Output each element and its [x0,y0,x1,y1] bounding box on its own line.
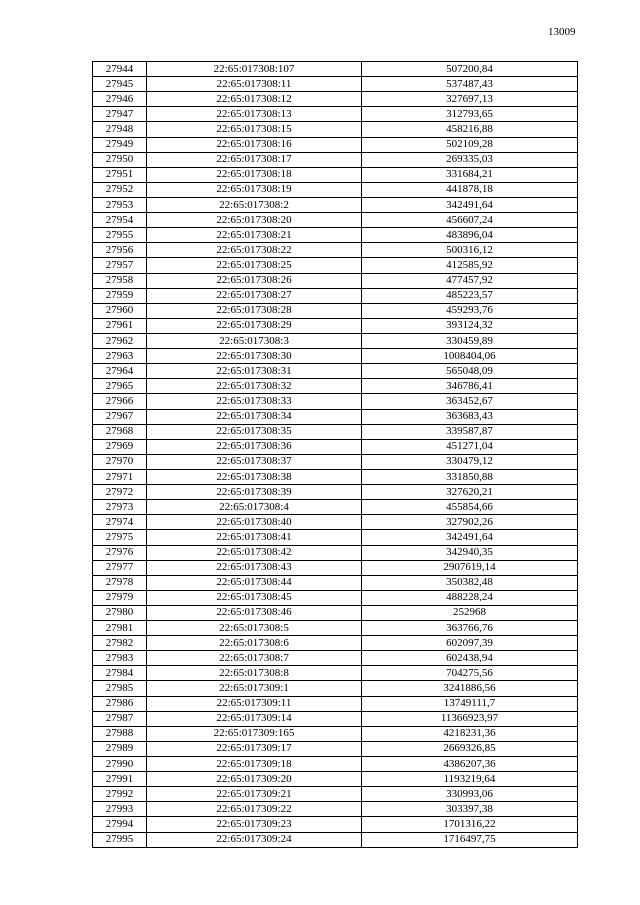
table-row [93,832,578,847]
value-cell: 602438,94 [362,651,578,666]
table-row [93,469,578,484]
value-cell: 342491,64 [362,530,578,545]
table-row [93,92,578,107]
row-number-cell: 27952 [93,182,147,197]
row-number-cell: 27969 [93,439,147,454]
table-row [93,530,578,545]
cadastral-number-cell: 22:65:017308:30 [147,349,362,364]
value-cell: 303397,38 [362,802,578,817]
cadastral-number-cell: 22:65:017308:3 [147,333,362,348]
table-row [93,213,578,228]
cadastral-number-cell: 22:65:017308:41 [147,530,362,545]
table-row [93,258,578,273]
cadastral-number-cell: 22:65:017308:15 [147,122,362,137]
value-cell: 393124,32 [362,318,578,333]
table-row [93,394,578,409]
value-cell: 312793,65 [362,107,578,122]
cadastral-value-table [92,61,578,848]
cadastral-number-cell: 22:65:017308:25 [147,258,362,273]
table-body [93,62,578,848]
table-row [93,802,578,817]
value-cell: 4218231,36 [362,726,578,741]
row-number-cell: 27983 [93,651,147,666]
table-row [93,197,578,212]
cadastral-number-cell: 22:65:017308:45 [147,590,362,605]
table-row [93,485,578,500]
row-number-cell: 27948 [93,122,147,137]
table-row [93,318,578,333]
value-cell: 269335,03 [362,152,578,167]
table-row [93,243,578,258]
row-number-cell: 27987 [93,711,147,726]
row-number-cell: 27995 [93,832,147,847]
table-row [93,182,578,197]
value-cell: 327902,26 [362,515,578,530]
row-number-cell: 27980 [93,605,147,620]
cadastral-number-cell: 22:65:017308:33 [147,394,362,409]
row-number-cell: 27965 [93,379,147,394]
value-cell: 4386207,36 [362,757,578,772]
table-row [93,107,578,122]
row-number-cell: 27967 [93,409,147,424]
row-number-cell: 27945 [93,77,147,92]
table-row [93,364,578,379]
row-number-cell: 27949 [93,137,147,152]
value-cell: 339587,87 [362,424,578,439]
table-row [93,666,578,681]
table-row [93,379,578,394]
value-cell: 565048,09 [362,364,578,379]
table-row [93,817,578,832]
row-number-cell: 27985 [93,681,147,696]
table-row [93,636,578,651]
table-row [93,439,578,454]
cadastral-number-cell: 22:65:017308:44 [147,575,362,590]
cadastral-number-cell: 22:65:017308:31 [147,364,362,379]
row-number-cell: 27955 [93,228,147,243]
cadastral-number-cell: 22:65:017308:13 [147,107,362,122]
page-number: 13009 [548,26,576,38]
value-cell: 602097,39 [362,636,578,651]
value-cell: 1716497,75 [362,832,578,847]
value-cell: 502109,28 [362,137,578,152]
cadastral-number-cell: 22:65:017309:1 [147,681,362,696]
row-number-cell: 27974 [93,515,147,530]
table-row [93,288,578,303]
value-cell: 507200,84 [362,62,578,77]
row-number-cell: 27957 [93,258,147,273]
value-cell: 704275,56 [362,666,578,681]
row-number-cell: 27977 [93,560,147,575]
row-number-cell: 27964 [93,364,147,379]
value-cell: 342491,64 [362,197,578,212]
value-cell: 455854,66 [362,500,578,515]
cadastral-number-cell: 22:65:017308:12 [147,92,362,107]
cadastral-number-cell: 22:65:017308:35 [147,424,362,439]
row-number-cell: 27979 [93,590,147,605]
value-cell: 1701316,22 [362,817,578,832]
cadastral-number-cell: 22:65:017309:17 [147,741,362,756]
row-number-cell: 27944 [93,62,147,77]
cadastral-number-cell: 22:65:017308:27 [147,288,362,303]
row-number-cell: 27956 [93,243,147,258]
cadastral-number-cell: 22:65:017308:21 [147,228,362,243]
cadastral-number-cell: 22:65:017308:29 [147,318,362,333]
table-row [93,545,578,560]
row-number-cell: 27973 [93,500,147,515]
cadastral-number-cell: 22:65:017309:11 [147,696,362,711]
value-cell: 363766,76 [362,621,578,636]
value-cell: 331850,88 [362,469,578,484]
value-cell: 477457,92 [362,273,578,288]
row-number-cell: 27994 [93,817,147,832]
cadastral-number-cell: 22:65:017308:2 [147,197,362,212]
row-number-cell: 27978 [93,575,147,590]
row-number-cell: 27966 [93,394,147,409]
row-number-cell: 27970 [93,454,147,469]
table-row [93,515,578,530]
cadastral-number-cell: 22:65:017308:6 [147,636,362,651]
row-number-cell: 27976 [93,545,147,560]
cadastral-number-cell: 22:65:017308:5 [147,621,362,636]
value-cell: 330993,06 [362,787,578,802]
cadastral-number-cell: 22:65:017308:39 [147,485,362,500]
table-row [93,741,578,756]
cadastral-number-cell: 22:65:017309:20 [147,772,362,787]
row-number-cell: 27986 [93,696,147,711]
cadastral-number-cell: 22:65:017308:28 [147,303,362,318]
cadastral-number-cell: 22:65:017308:17 [147,152,362,167]
value-cell: 458216,88 [362,122,578,137]
value-cell: 441878,18 [362,182,578,197]
cadastral-number-cell: 22:65:017309:14 [147,711,362,726]
table-row [93,651,578,666]
table-row [93,137,578,152]
cadastral-number-cell: 22:65:017308:38 [147,469,362,484]
value-cell: 363452,67 [362,394,578,409]
table-row [93,605,578,620]
table-row [93,757,578,772]
row-number-cell: 27971 [93,469,147,484]
value-cell: 11366923,97 [362,711,578,726]
row-number-cell: 27954 [93,213,147,228]
table-row [93,590,578,605]
row-number-cell: 27972 [93,485,147,500]
cadastral-number-cell: 22:65:017308:19 [147,182,362,197]
row-number-cell: 27953 [93,197,147,212]
table-row [93,621,578,636]
table-row [93,349,578,364]
cadastral-number-cell: 22:65:017309:23 [147,817,362,832]
value-cell: 327697,13 [362,92,578,107]
table-row [93,228,578,243]
table-row [93,575,578,590]
value-cell: 2907619,14 [362,560,578,575]
value-cell: 1193219,64 [362,772,578,787]
value-cell: 451271,04 [362,439,578,454]
value-cell: 330459,89 [362,333,578,348]
row-number-cell: 27951 [93,167,147,182]
value-cell: 459293,76 [362,303,578,318]
cadastral-number-cell: 22:65:017308:34 [147,409,362,424]
value-cell: 488228,24 [362,590,578,605]
row-number-cell: 27950 [93,152,147,167]
row-number-cell: 27990 [93,757,147,772]
cadastral-number-cell: 22:65:017308:43 [147,560,362,575]
cadastral-number-cell: 22:65:017309:24 [147,832,362,847]
cadastral-number-cell: 22:65:017308:18 [147,167,362,182]
table-row [93,711,578,726]
row-number-cell: 27968 [93,424,147,439]
value-cell: 350382,48 [362,575,578,590]
value-cell: 330479,12 [362,454,578,469]
value-cell: 3241886,56 [362,681,578,696]
table-row [93,787,578,802]
value-cell: 1008404,06 [362,349,578,364]
table-row [93,333,578,348]
value-cell: 2669326,85 [362,741,578,756]
row-number-cell: 27960 [93,303,147,318]
table-row [93,273,578,288]
cadastral-number-cell: 22:65:017308:42 [147,545,362,560]
row-number-cell: 27993 [93,802,147,817]
cadastral-number-cell: 22:65:017308:37 [147,454,362,469]
value-cell: 342940,35 [362,545,578,560]
value-cell: 412585,92 [362,258,578,273]
value-cell: 346786,41 [362,379,578,394]
row-number-cell: 27961 [93,318,147,333]
table-row [93,772,578,787]
row-number-cell: 27975 [93,530,147,545]
cadastral-number-cell: 22:65:017309:21 [147,787,362,802]
cadastral-number-cell: 22:65:017309:18 [147,757,362,772]
cadastral-number-cell: 22:65:017308:36 [147,439,362,454]
row-number-cell: 27991 [93,772,147,787]
cadastral-number-cell: 22:65:017308:46 [147,605,362,620]
value-cell: 363683,43 [362,409,578,424]
value-cell: 483896,04 [362,228,578,243]
value-cell: 456607,24 [362,213,578,228]
cadastral-number-cell: 22:65:017308:107 [147,62,362,77]
table-row [93,560,578,575]
row-number-cell: 27988 [93,726,147,741]
row-number-cell: 27947 [93,107,147,122]
table-row [93,681,578,696]
cadastral-number-cell: 22:65:017308:4 [147,500,362,515]
cadastral-number-cell: 22:65:017308:7 [147,651,362,666]
cadastral-number-cell: 22:65:017308:16 [147,137,362,152]
value-cell: 252968 [362,605,578,620]
cadastral-number-cell: 22:65:017309:165 [147,726,362,741]
row-number-cell: 27958 [93,273,147,288]
value-cell: 13749111,7 [362,696,578,711]
row-number-cell: 27981 [93,621,147,636]
cadastral-number-cell: 22:65:017308:26 [147,273,362,288]
cadastral-number-cell: 22:65:017308:8 [147,666,362,681]
cadastral-number-cell: 22:65:017309:22 [147,802,362,817]
value-cell: 537487,43 [362,77,578,92]
row-number-cell: 27946 [93,92,147,107]
cadastral-number-cell: 22:65:017308:20 [147,213,362,228]
cadastral-number-cell: 22:65:017308:22 [147,243,362,258]
row-number-cell: 27992 [93,787,147,802]
table-row [93,696,578,711]
row-number-cell: 27959 [93,288,147,303]
cadastral-number-cell: 22:65:017308:40 [147,515,362,530]
value-cell: 327620,21 [362,485,578,500]
table-row [93,62,578,77]
table-row [93,409,578,424]
row-number-cell: 27963 [93,349,147,364]
table-row [93,122,578,137]
row-number-cell: 27962 [93,333,147,348]
table-row [93,152,578,167]
table-row [93,726,578,741]
value-cell: 500316,12 [362,243,578,258]
cadastral-number-cell: 22:65:017308:32 [147,379,362,394]
row-number-cell: 27989 [93,741,147,756]
value-cell: 331684,21 [362,167,578,182]
cadastral-number-cell: 22:65:017308:11 [147,77,362,92]
table-row [93,303,578,318]
value-cell: 485223,57 [362,288,578,303]
table-row [93,77,578,92]
table-row [93,424,578,439]
table-row [93,500,578,515]
table-row [93,454,578,469]
row-number-cell: 27982 [93,636,147,651]
table-row [93,167,578,182]
row-number-cell: 27984 [93,666,147,681]
